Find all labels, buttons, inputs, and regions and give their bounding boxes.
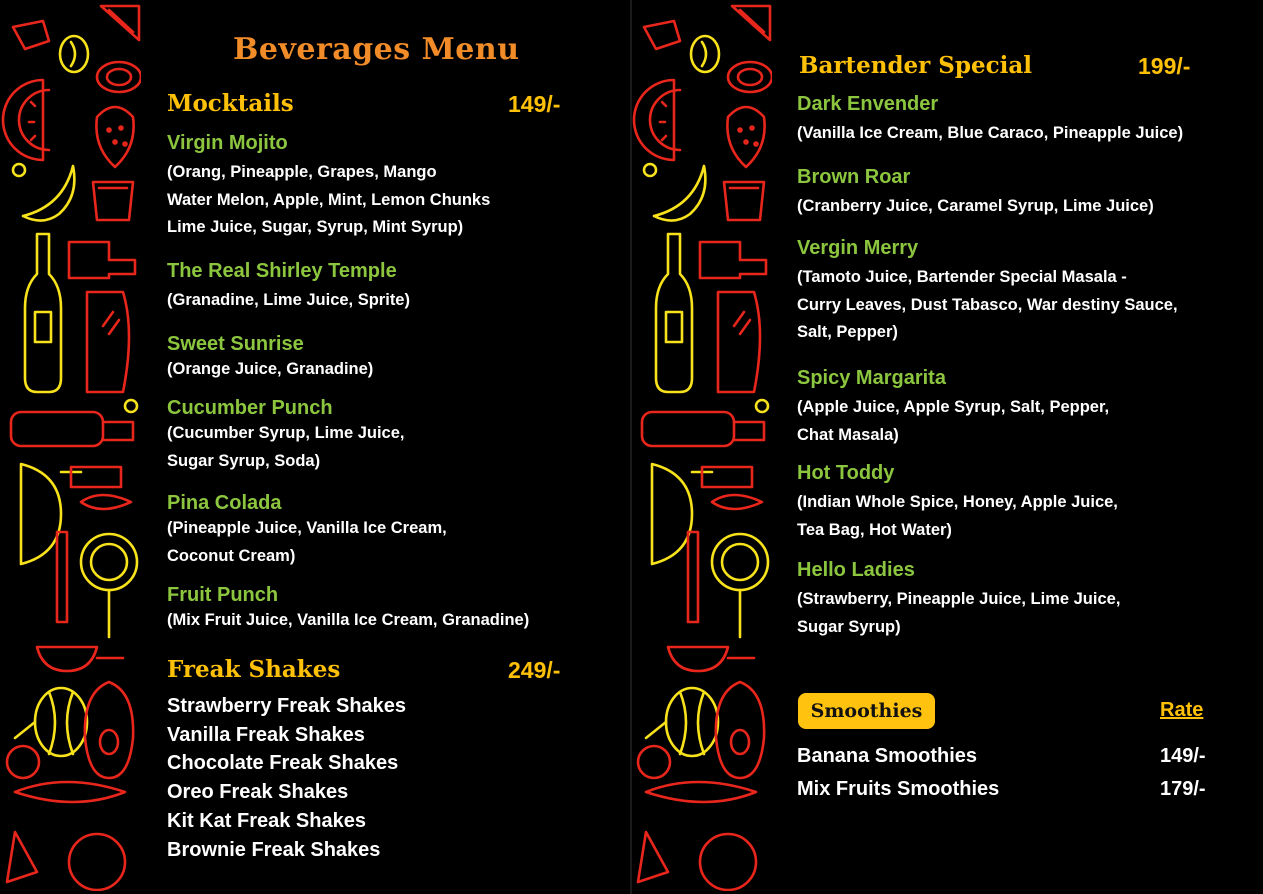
price-mocktails: 149/- [508,91,561,117]
menu-item-name: Virgin Mojito [167,132,288,154]
menu-item-name: Pina Colada [167,492,282,514]
menu-item-desc: (Orange Juice, Granadine) [167,360,374,378]
blender-icon [718,292,760,392]
bottle-icon [656,234,692,392]
menu-item-desc: (Apple Juice, Apple Syrup, Salt, Pepper, Chat Masala) [797,398,1110,444]
list-item: Chocolate Freak Shakes [167,752,399,775]
glass-icon [37,647,123,671]
menu-item-desc: (Pineapple Juice, Vanilla Ice Cream, Coconut Cream) [167,519,447,565]
list-item: Oreo Freak Shakes [167,781,349,804]
food-doodle-pattern [632,2,772,891]
blender-icon [87,292,129,392]
menu-item-desc: (Strawberry, Pineapple Juice, Lime Juice, Sugar Syrup) [797,590,1121,636]
avocado-icon [85,682,133,778]
smoothie-price: 179/- [1160,778,1206,800]
smoothie-name: Mix Fruits Smoothies [797,778,1000,800]
lemon-icon [60,36,88,72]
lemon-slice-icon [732,6,770,40]
food-doodle-pattern [1,2,141,891]
menu-item-name: The Real Shirley Temple [167,260,397,282]
menu-title: Beverages Menu [233,32,520,67]
section-heading-smoothies: Smoothies [798,693,935,729]
section-heading-bartender-special: Bartender Special [799,52,1032,79]
glass-icon [668,647,754,671]
knife-icon [688,532,698,622]
menu-item-name: Vergin Merry [797,237,919,259]
carrot-icon [7,832,125,890]
price-freak-shakes: 249/- [508,657,561,683]
menu-item-desc: (Vanilla Ice Cream, Blue Caraco, Pineapple Juice) [797,124,1184,142]
menu-item-name: Dark Envender [797,93,939,115]
carrot-icon [638,832,756,890]
bottle-icon [25,234,61,392]
list-item: Brownie Freak Shakes [167,838,381,861]
menu-item-name: Brown Roar [797,166,911,188]
list-item: Vanilla Freak Shakes [167,723,365,746]
freak-shakes-list [167,692,406,864]
menu-item-desc: (Granadine, Lime Juice, Sprite) [167,291,410,309]
menu-item-name: Spicy Margarita [797,367,946,389]
list-item: Strawberry Freak Shakes [167,695,407,717]
lemon-icon [691,36,719,72]
menu-page-left [1,2,630,891]
menu-item-desc: (Cranberry Juice, Caramel Syrup, Lime Juice) [797,197,1154,215]
section-heading-mocktails: Mocktails [167,90,294,117]
avocado-icon [716,682,764,778]
section-heading-freak-shakes: Freak Shakes [167,656,341,683]
menu-item-name: Sweet Sunrise [167,333,304,355]
banana-icon [654,166,705,221]
list-item: Kit Kat Freak Shakes [167,809,366,832]
smoothie-price: 149/- [1160,745,1206,767]
price-bartender-special: 199/- [1138,53,1191,79]
menu-item-name: Hello Ladies [797,559,915,581]
watermelon-icon [634,80,680,160]
menu-item-name: Cucumber Punch [167,397,333,419]
menu-page-right [632,2,1261,891]
smoothie-name: Banana Smoothies [797,745,978,767]
knife-icon [57,532,67,622]
banana-icon [23,166,74,221]
rate-label: Rate [1160,699,1204,721]
strawberry-icon [96,107,133,167]
lemon-slice-icon [101,6,139,40]
menu-item-desc: (Mix Fruit Juice, Vanilla Ice Cream, Granadine) [167,611,530,629]
menu-item-desc: (Cucumber Syrup, Lime Juice, Sugar Syrup, Soda) [167,424,405,470]
menu-item-desc: (Indian Whole Spice, Honey, Apple Juice, Tea Bag, Hot Water) [797,493,1118,539]
menu-item-name: Hot Toddy [797,462,895,484]
strawberry-icon [727,107,764,167]
menu-item-desc: (Tamoto Juice, Bartender Special Masala - Curry Leaves, Dust Tabasco, War destiny Sauce, Salt, Pepper) [797,268,1178,341]
watermelon-icon [3,80,49,160]
menu-item-name: Fruit Punch [167,584,279,606]
menu-item-desc: (Orang, Pineapple, Grapes, Mango Water Melon, Apple, Mint, Lemon Chunks Lime Juice, Sugar, Syrup, Mint Syrup) [167,163,491,236]
